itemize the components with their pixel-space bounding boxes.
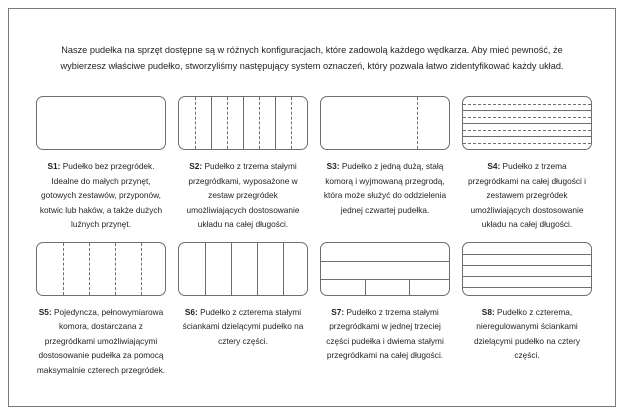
divider-solid — [409, 279, 410, 295]
divider-dashed — [115, 243, 116, 295]
box-text-s8: Pudełko z czterema, nieregulowanymi ściankami dzielącymi pudełko na cztery części. — [473, 306, 581, 360]
box-text-s6: Pudełko z czterema stałymi ściankami dzielącymi pudełko na cztery części. — [182, 306, 304, 346]
divider-solid — [463, 110, 591, 111]
box-diagram-s2 — [178, 96, 308, 150]
divider-solid — [231, 243, 232, 295]
divider-solid — [463, 265, 591, 266]
box-row-2 — [36, 242, 592, 378]
box-caption-s8 — [462, 305, 592, 363]
box-cell-s1 — [36, 96, 166, 232]
box-caption-s1 — [36, 159, 166, 232]
intro-paragraph: Nasze pudełka na sprzęt dostępne są w różnych konfiguracjach, które zadowolą każdego wędkarza. Aby mieć pewność, że wybierzesz właściwe pudełko, stworzyliśmy następujący system oznaczeń, który pozwala łatwo zidentyfikować każdy układ. — [60, 45, 564, 72]
box-caption-s3 — [320, 159, 450, 217]
box-cell-s3 — [320, 96, 450, 217]
box-diagram-s6 — [178, 242, 308, 296]
box-diagram-s1 — [36, 96, 166, 150]
divider-solid — [205, 243, 206, 295]
divider-dashed — [463, 117, 591, 118]
box-caption-s5 — [36, 305, 166, 378]
divider-solid — [283, 243, 284, 295]
box-row-1 — [36, 96, 592, 232]
box-text-s3: Pudełko z jedną dużą, stałą komorą i wyjmowaną przegrodą, która może służyć do oddzielenia jednej czwartej pudełka. — [323, 161, 447, 215]
divider-dashed — [63, 243, 64, 295]
box-text-s1: Pudełko bez przegródek. Idealne do małych przynęt, gotowych zestawów, przyponów, kotwic lub haków, a także dużych luźnych przynęt. — [39, 161, 163, 229]
box-cell-s7 — [320, 242, 450, 363]
divider-solid — [463, 254, 591, 255]
box-code-s3: S3: — [326, 161, 340, 171]
box-diagram-s5 — [36, 242, 166, 296]
box-code-s7: S7: — [331, 306, 345, 317]
divider-dashed — [227, 97, 228, 149]
box-caption-s2 — [178, 159, 308, 232]
box-diagram-s3 — [320, 96, 450, 150]
divider-dashed — [141, 243, 142, 295]
box-cell-s5 — [36, 242, 166, 378]
divider-solid — [243, 97, 244, 149]
box-text-s5: Pojedyncza, pełnowymiarowa komora, dostarczana z przegródkami umożliwiającymi dostosowanie pudełka za pomocą maksymalnie czterech przegródek. — [36, 306, 166, 375]
box-cell-s4 — [462, 96, 592, 232]
box-grid — [36, 96, 592, 377]
box-diagram-s4 — [462, 96, 592, 150]
box-caption-s7 — [320, 305, 450, 363]
divider-dashed — [195, 97, 196, 149]
box-code-s1: S1: — [47, 161, 61, 171]
divider-dashed — [291, 97, 292, 149]
box-caption-s4 — [462, 159, 592, 232]
box-text-s4: Pudełko z trzema przegródkami na całej długości i zestawem przegródek umożliwiających dostosowanie układu na całej długości. — [467, 161, 587, 229]
divider-solid — [463, 136, 591, 137]
box-code-s8: S8: — [481, 306, 495, 317]
divider-solid — [463, 123, 591, 124]
divider-dashed — [463, 104, 591, 105]
divider-solid — [275, 97, 276, 149]
box-diagram-s8 — [462, 242, 592, 296]
box-cell-s8 — [462, 242, 592, 363]
box-code-s2: S2: — [189, 161, 203, 171]
box-text-s2: Pudełko z trzema stałymi przegródkami, wyposażone w zestaw przegródek umożliwiających dostosowanie układu na całej długości. — [186, 161, 300, 229]
box-cell-s2 — [178, 96, 308, 232]
divider-solid — [257, 243, 258, 295]
box-caption-s6 — [178, 305, 308, 349]
box-code-s5: S5: — [38, 306, 52, 317]
divider-solid — [365, 279, 366, 295]
divider-solid — [463, 287, 591, 288]
divider-solid — [321, 261, 449, 262]
divider-dashed — [463, 130, 591, 131]
divider-solid — [463, 276, 591, 277]
divider-dashed — [463, 143, 591, 144]
box-code-s4: S4: — [487, 161, 501, 171]
box-cell-s6 — [178, 242, 308, 349]
box-diagram-s7 — [320, 242, 450, 296]
divider-dashed — [417, 97, 418, 149]
divider-solid — [321, 279, 449, 280]
divider-solid — [211, 97, 212, 149]
divider-dashed — [89, 243, 90, 295]
divider-dashed — [259, 97, 260, 149]
box-text-s7: Pudełko z trzema stałymi przegródkami w jednej trzeciej części pudełka i dwiema stałymi przegródkami na całej długości. — [326, 306, 444, 360]
box-code-s6: S6: — [184, 306, 198, 317]
